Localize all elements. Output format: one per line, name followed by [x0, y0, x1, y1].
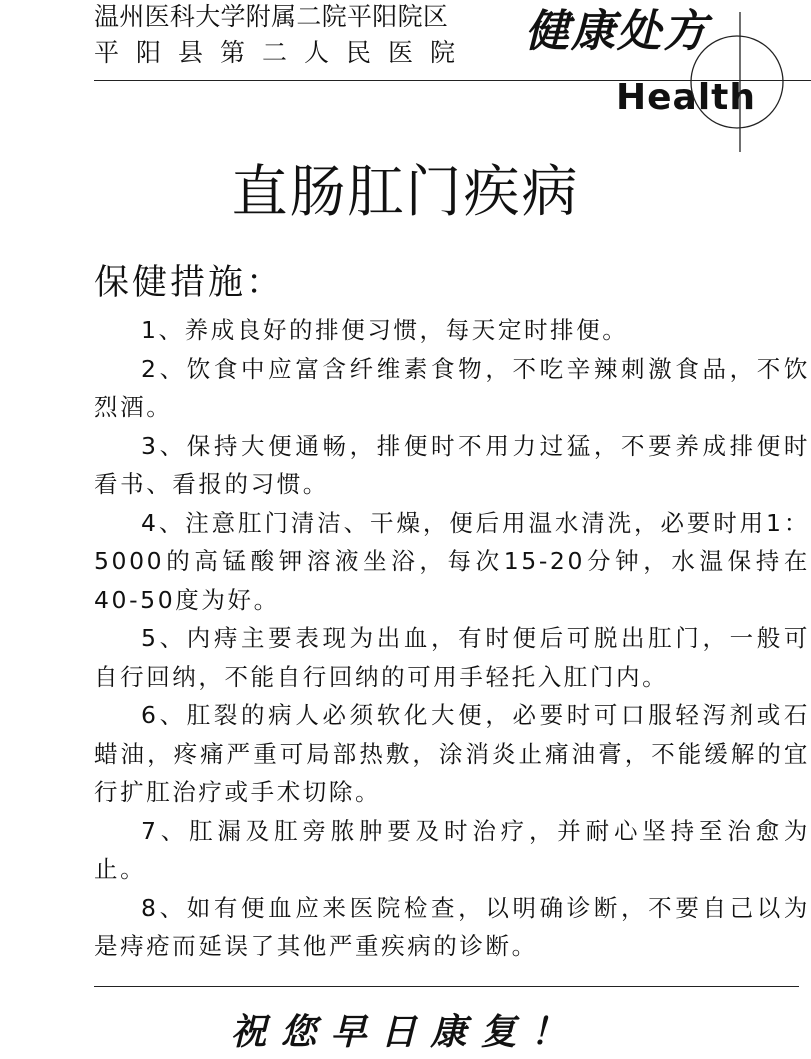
list-item: 1、养成良好的排便习惯，每天定时排便。 — [141, 316, 629, 344]
closing-wish: 祝您早日康复！ — [230, 1011, 581, 1053]
list-item: 5、内痔主要表现为出血，有时便后可脱出肛门，一般可自行回纳，不能自行回纳的可用手轻托入肛门内。 — [94, 624, 810, 691]
care-measures-list — [94, 311, 810, 966]
footer-divider — [94, 986, 799, 987]
brand-english-title: Health — [616, 77, 757, 118]
hospital-name-line2: 平阳县第二人民医院 — [94, 38, 473, 67]
list-item: 7、肛漏及肛旁脓肿要及时治疗，并耐心坚持至治愈为止。 — [94, 816, 810, 883]
hospital-name-line1: 温州医科大学附属二院平阳院区 — [94, 2, 449, 31]
list-item: 3、保持大便通畅，排便时不用力过猛，不要养成排便时看书、看报的习惯。 — [94, 431, 810, 498]
page-title: 直肠肛门疾病 — [231, 160, 580, 225]
list-item: 2、饮食中应富含纤维素食物，不吃辛辣刺激食品，不饮烈酒。 — [94, 354, 810, 421]
list-item: 6、肛裂的病人必须软化大便，必要时可口服轻泻剂或石蜡油，疼痛严重可局部热敷，涂消炎止痛油膏，不能缓解的宜行扩肛治疗或手术切除。 — [94, 701, 810, 806]
brand-title: 健康处方 — [525, 6, 709, 57]
list-item: 4、注意肛门清洁、干燥，便后用温水清洗，必要时用1：5000的高锰酸钾溶液坐浴，每次15-20分钟，水温保持在40-50度为好。 — [94, 508, 810, 614]
section-heading: 保健措施： — [94, 263, 285, 303]
list-item: 8、如有便血应来医院检查，以明确诊断，不要自己以为是痔疮而延误了其他严重疾病的诊断。 — [94, 893, 810, 960]
